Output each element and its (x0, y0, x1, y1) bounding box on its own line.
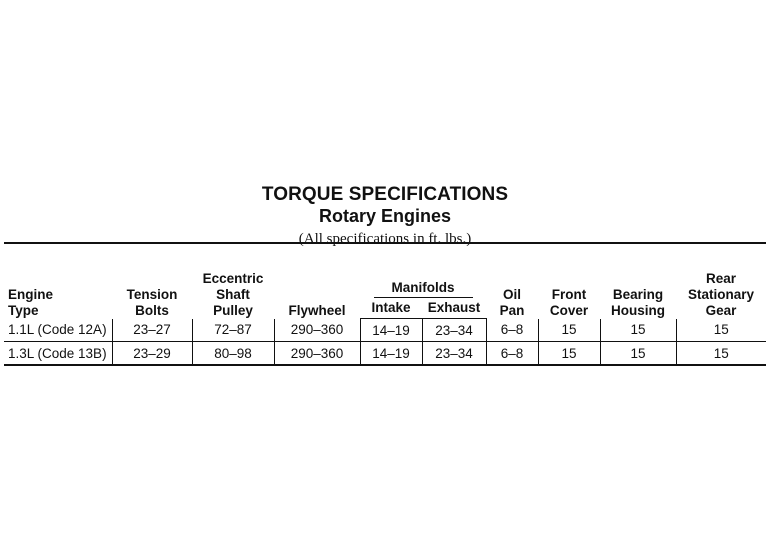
table-row (4, 319, 766, 342)
col-tension-bolts: Tension Bolts (112, 243, 192, 319)
table-row (4, 342, 766, 366)
cell-intake: 14–19 (360, 319, 422, 342)
cell-engine-type: 1.3L (Code 13B) (4, 342, 112, 366)
page-title: TORQUE SPECIFICATIONS (261, 184, 509, 205)
cell-exhaust: 23–34 (422, 342, 486, 366)
col-exhaust: Exhaust (422, 298, 486, 319)
col-manifolds: Manifolds (360, 243, 486, 298)
torque-spec-table (4, 242, 766, 366)
cell-front-cover: 15 (538, 342, 600, 366)
col-front-cover: Front Cover (538, 243, 600, 319)
col-flywheel: Flywheel (274, 243, 360, 319)
cell-tension-bolts: 23–29 (112, 342, 192, 366)
cell-engine-type: 1.1L (Code 12A) (4, 319, 112, 342)
cell-bearing-housing: 15 (600, 342, 676, 366)
cell-flywheel: 290–360 (274, 342, 360, 366)
cell-rear-stationary-gear: 15 (676, 319, 766, 342)
cell-bearing-housing: 15 (600, 319, 676, 342)
units-note: (All specifications in ft. lbs.) (298, 231, 472, 247)
cell-eccentric-shaft-pulley: 80–98 (192, 342, 274, 366)
col-eccentric-shaft-pulley: Eccentric Shaft Pulley (192, 243, 274, 319)
cell-oil-pan: 6–8 (486, 342, 538, 366)
cell-exhaust: 23–34 (422, 319, 486, 342)
cell-tension-bolts: 23–27 (112, 319, 192, 342)
col-rear-stationary-gear: Rear Stationary Gear (676, 243, 766, 319)
col-bearing-housing: Bearing Housing (600, 243, 676, 319)
cell-oil-pan: 6–8 (486, 319, 538, 342)
col-intake: Intake (360, 298, 422, 319)
cell-rear-stationary-gear: 15 (676, 342, 766, 366)
col-engine-type: Engine Type (4, 243, 112, 319)
col-oil-pan: Oil Pan (486, 243, 538, 319)
cell-eccentric-shaft-pulley: 72–87 (192, 319, 274, 342)
title-block (0, 184, 770, 249)
cell-front-cover: 15 (538, 319, 600, 342)
cell-intake: 14–19 (360, 342, 422, 366)
cell-flywheel: 290–360 (274, 319, 360, 342)
page-subtitle: Rotary Engines (318, 206, 452, 226)
